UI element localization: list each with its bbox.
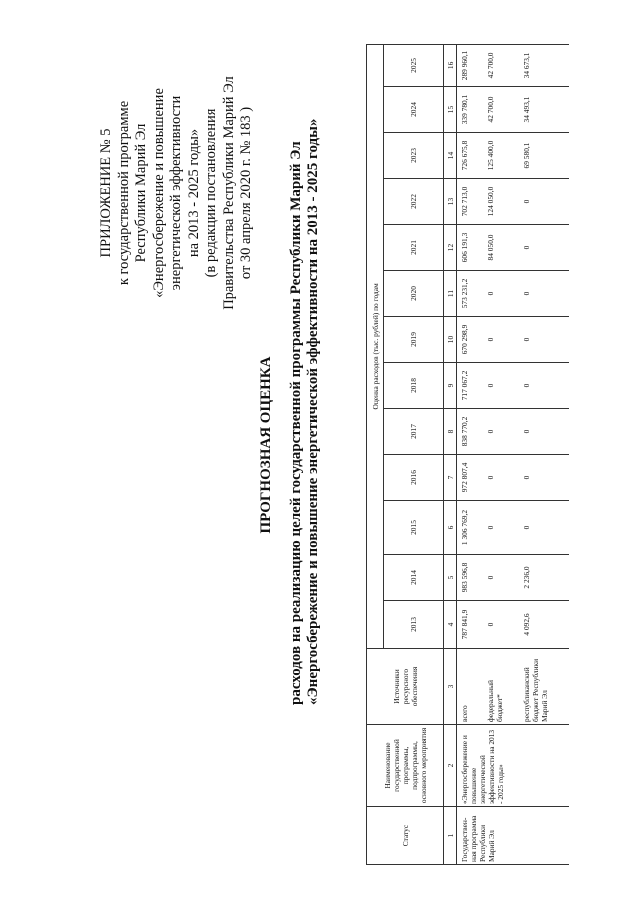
table-cell: 670 298,9: [457, 317, 483, 363]
subtitle-line: расходов на реализацию целей государственной программы Республики Марий Эл: [288, 141, 304, 705]
table-cell: 4 092,6: [519, 601, 569, 649]
table-cell: 42 700,0: [483, 44, 519, 86]
header-year: 2025: [384, 44, 444, 86]
col-number: 5: [444, 555, 457, 601]
table-cell: 69 580,1: [519, 133, 569, 179]
col-number: 1: [444, 807, 457, 865]
header-year: 2019: [384, 317, 444, 363]
header-year: 2013: [384, 601, 444, 649]
appendix-line: «Энергосбережение и повышение: [150, 88, 167, 298]
table-cell: 0: [519, 179, 569, 225]
document-subtitle: [288, 118, 322, 705]
header-year: 2022: [384, 179, 444, 225]
appendix-line: Республики Марий Эл: [133, 123, 149, 263]
table-cell: 1 306 769,2: [457, 501, 483, 555]
appendix-line: (в редакции постановления: [203, 108, 219, 278]
table-cell: 0: [483, 271, 519, 317]
document-title: ПРОГНОЗНАЯ ОЦЕНКА: [258, 356, 274, 534]
header-year: 2018: [384, 363, 444, 409]
col-number: 10: [444, 317, 457, 363]
col-number: 14: [444, 133, 457, 179]
table-cell: 838 770,2: [457, 409, 483, 455]
appendix-line: от 30 апреля 2020 г. № 183 ): [238, 106, 254, 280]
table-row: [457, 44, 483, 864]
appendix-line: ПРИЛОЖЕНИЕ № 5: [98, 128, 114, 258]
table-cell: 0: [483, 317, 519, 363]
table-cell: 42 700,0: [483, 87, 519, 133]
table-cell: 0: [483, 409, 519, 455]
header-year: 2023: [384, 133, 444, 179]
row-program-name: «Энергосбережение и повышение энергетической эффективности на 2013 - 2025 годы»: [457, 725, 569, 807]
col-number: 3: [444, 649, 457, 725]
header-source: Источники ресурсного обеспечения: [367, 649, 444, 725]
table-cell: 124 050,0: [483, 179, 519, 225]
appendix-line: к государственной программе: [115, 100, 132, 286]
table-cell: 983 596,8: [457, 555, 483, 601]
table-cell: 606 191,3: [457, 225, 483, 271]
table-cell: 2 236,0: [519, 555, 569, 601]
expense-table: [366, 45, 569, 865]
table-cell: 0: [519, 501, 569, 555]
col-number: 7: [444, 455, 457, 501]
col-number: 8: [444, 409, 457, 455]
table-cell: 0: [519, 455, 569, 501]
header-year: 2016: [384, 455, 444, 501]
appendix-line: энергетической эффективности: [168, 95, 184, 291]
header-year: 2021: [384, 225, 444, 271]
col-number: 15: [444, 87, 457, 133]
row-source: республиканский бюджет Республики Марий Эл: [519, 649, 569, 725]
table-cell: 0: [519, 363, 569, 409]
table-cell: 702 713,0: [457, 179, 483, 225]
table-cell: 84 050,0: [483, 225, 519, 271]
table-cell: 726 675,8: [457, 133, 483, 179]
table-cell: 972 807,4: [457, 455, 483, 501]
col-number: 12: [444, 225, 457, 271]
header-year: 2020: [384, 271, 444, 317]
header-estimate: Оценка расходов (тыс. рублей) по годам: [367, 44, 384, 648]
table-cell: 0: [519, 409, 569, 455]
table-cell: 34 673,1: [519, 44, 569, 86]
header-status: Статус: [367, 807, 444, 865]
header-name: Наименование государственной программы, подпрограммы, основного мероприятия: [367, 725, 444, 807]
table-cell: 289 960,1: [457, 44, 483, 86]
appendix-line: Правительства Республики Марий Эл: [220, 76, 237, 310]
table-cell: 787 841,9: [457, 601, 483, 649]
table-cell: 0: [483, 455, 519, 501]
table-cell: 0: [483, 501, 519, 555]
row-status: Государствен-ная программа Республики Марий Эл: [457, 807, 569, 865]
table-cell: 0: [483, 601, 519, 649]
header-year: 2015: [384, 501, 444, 555]
col-number: 11: [444, 271, 457, 317]
header-year: 2017: [384, 409, 444, 455]
table-cell: 717 067,2: [457, 363, 483, 409]
row-source: федеральный бюджет*: [483, 649, 519, 725]
column-number-row: [444, 44, 457, 864]
table-cell: 0: [519, 317, 569, 363]
col-number: 16: [444, 44, 457, 86]
row-source: всего: [457, 649, 483, 725]
col-number: 2: [444, 725, 457, 807]
table-cell: 34 493,1: [519, 87, 569, 133]
subtitle-line: «Энергосбережение и повышение энергетической эффективности на 2013 - 2025 годы»: [305, 118, 321, 705]
table-cell: 573 231,2: [457, 271, 483, 317]
table-cell: 339 780,1: [457, 87, 483, 133]
header-year: 2024: [384, 87, 444, 133]
appendix-line: на 2013 - 2025 годы»: [185, 128, 202, 258]
table-cell: 0: [519, 271, 569, 317]
header-year: 2014: [384, 555, 444, 601]
col-number: 9: [444, 363, 457, 409]
col-number: 6: [444, 501, 457, 555]
table-cell: 0: [483, 363, 519, 409]
table-cell: 125 400,0: [483, 133, 519, 179]
col-number: 4: [444, 601, 457, 649]
table-cell: 0: [519, 225, 569, 271]
table-cell: 0: [483, 555, 519, 601]
col-number: 13: [444, 179, 457, 225]
header-row-estimate: [367, 44, 384, 864]
appendix-header: [98, 43, 256, 343]
